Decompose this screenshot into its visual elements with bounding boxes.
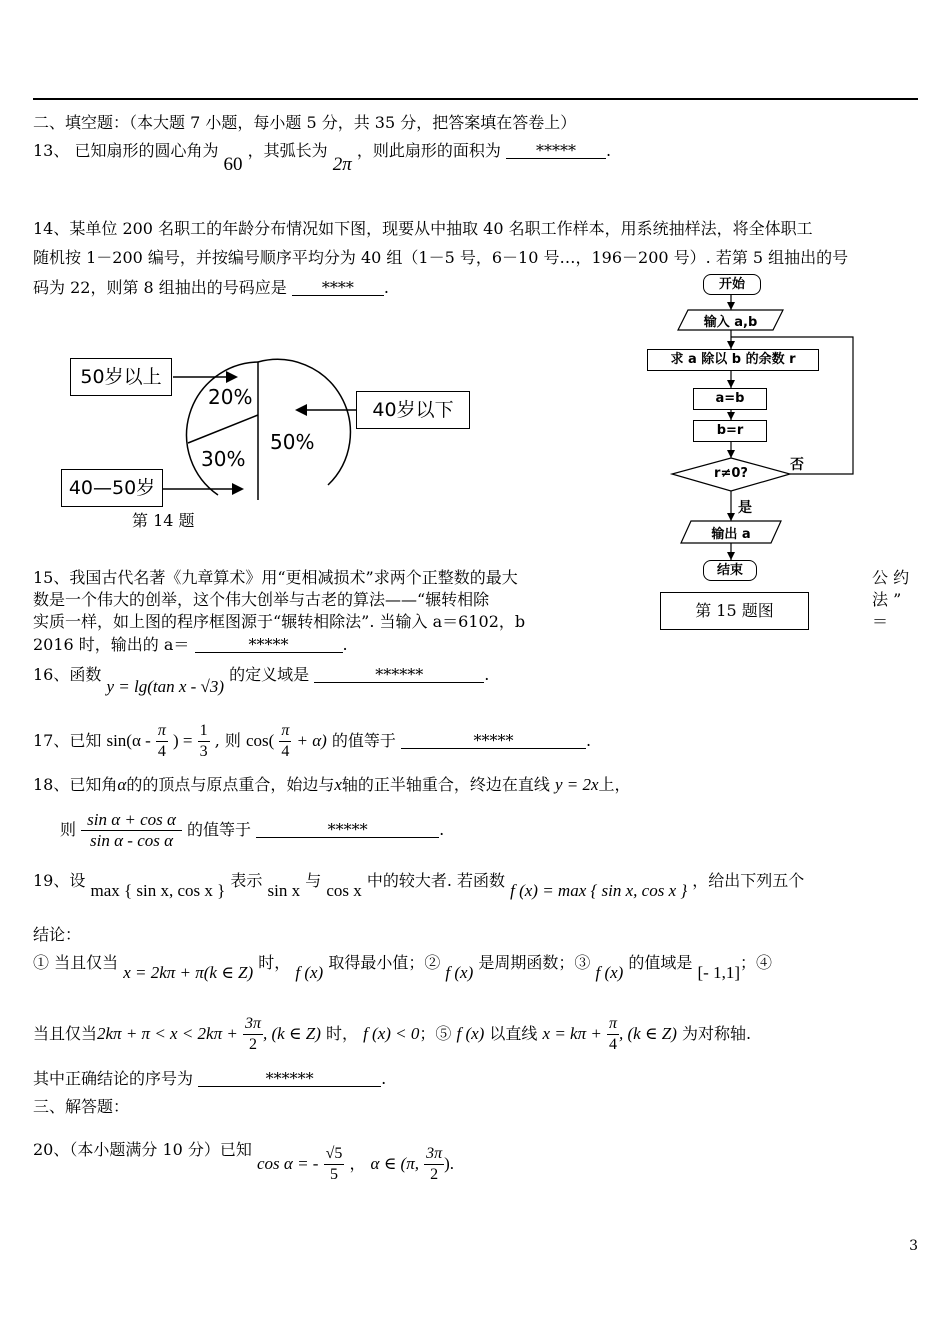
q13-angle: 60 xyxy=(223,154,243,175)
q19-c1a: ① 当且仅当 xyxy=(33,953,119,972)
q18-line-2: 则 $\frac{\text{sin α + cos α}}{\text{sin α - cos α}}$ 的值等于 ***** . xyxy=(60,810,445,850)
q17-sin: sin(α - xyxy=(106,731,151,750)
q17-frac-1-3: $\frac{1}{3}$ xyxy=(199,722,208,760)
q18-x: x xyxy=(334,775,342,794)
q17-eq: ) = xyxy=(173,731,193,750)
q19-neg: f (x) < 0 xyxy=(363,1024,420,1043)
q18-suffix: 的值等于 xyxy=(187,820,252,839)
q19-kz-2: , (k ∈ Z) xyxy=(618,1024,677,1043)
q19-c4b: 当且仅当 xyxy=(33,1024,98,1043)
q19-c3: 的值域是 xyxy=(628,953,693,972)
flow-condition: r≠0? xyxy=(714,466,748,481)
q19-t4: ，给出下列五个 xyxy=(692,871,805,890)
q20-comma: ， xyxy=(349,1154,366,1173)
q18-ze: 则 xyxy=(60,820,77,839)
q13-answer-blank: ***** xyxy=(506,143,606,159)
flow-yes-label: 是 xyxy=(738,500,752,516)
flow-no-label: 否 xyxy=(790,457,804,473)
q15-line-3: 实质一样，如上图的程序框图源于“辗转相除法”. 当输入 a＝6102，b xyxy=(33,612,526,631)
q19-last: 其中正确结论的序号为 xyxy=(33,1069,194,1088)
q19-c5x: x = kπ + xyxy=(542,1024,602,1043)
q16-suffix: 的定义域是 xyxy=(229,665,310,684)
page-number: 3 xyxy=(909,1238,918,1254)
q20-frac-3pi-2: $\frac{3\pi}{2}$ xyxy=(426,1145,443,1183)
q14-answer-blank: **** xyxy=(292,280,384,296)
q17-plus: + α) xyxy=(296,731,327,750)
q19-t2: 与 xyxy=(305,871,322,890)
q17-frac-pi-4b: $\frac{\pi}{4}$ xyxy=(281,722,290,760)
question-16: 16、函数 y = lg(tan x - √3) 的定义域是 ****** . xyxy=(33,665,490,696)
q17-mid: , 则 xyxy=(214,731,241,750)
q16-answer-blank: ****** xyxy=(314,667,484,683)
q19-prefix: 19、设 xyxy=(33,871,86,890)
q18-text-b: 的的顶点与原点重合，始边与 xyxy=(126,775,335,794)
q19-c1c: 取得最小值；② xyxy=(328,953,441,972)
q15-answer-blank: ***** xyxy=(195,637,343,653)
q19-c4a: ；④ xyxy=(740,953,773,972)
question-20 xyxy=(33,1136,454,1192)
q19-range: [- 1,1] xyxy=(697,963,740,982)
q19-sinx: sin x xyxy=(267,881,301,900)
q19-answer-blank: ****** xyxy=(198,1071,381,1087)
q19-t1: 表示 xyxy=(230,871,263,890)
q15-line-1-right: 公 约 xyxy=(872,568,910,587)
q14-caption: 第 14 题 xyxy=(132,511,195,530)
pct-20: 20% xyxy=(208,385,253,409)
q17-suffix: 的值等于 xyxy=(331,731,396,750)
q19-frac-pi-4: $\frac{\pi}{4}$ xyxy=(608,1015,617,1053)
q19-line-3 xyxy=(33,950,773,982)
q18-answer-blank: ***** xyxy=(256,822,439,838)
label-under-40: 40岁以下 xyxy=(356,391,470,429)
q19-t3: 中的较大者. 若函数 xyxy=(366,871,506,890)
q19-fx-3: f (x) xyxy=(595,963,624,982)
q19-c4ineq: 2kπ + π < x < 2kπ + xyxy=(97,1024,238,1043)
q19-line-5: 其中正确结论的序号为 ****** . xyxy=(33,1069,387,1088)
q20-prefix: 20、（本小题满分 10 分）已知 xyxy=(33,1140,252,1159)
q17-frac-pi-4: $\frac{\pi}{4}$ xyxy=(157,722,166,760)
q19-c5b: 以直线 xyxy=(489,1024,538,1043)
flow-assign-a: a=b xyxy=(693,388,767,410)
q18-alpha: α xyxy=(117,775,127,794)
q19-c5c: 为对称轴. xyxy=(681,1024,752,1043)
pct-30: 30% xyxy=(201,447,246,471)
q17-prefix: 17、已知 xyxy=(33,731,102,750)
pct-50: 50% xyxy=(270,430,315,454)
q19-c4c: 时， xyxy=(325,1024,358,1043)
q19-line-4 xyxy=(33,1008,751,1060)
flow-start: 开始 xyxy=(703,274,761,295)
q13-prefix: 13、 已知扇形的圆心角为 xyxy=(33,141,219,160)
q16-function: y = lg(tan x - √3) xyxy=(106,677,225,696)
flow-remainder: 求 a 除以 b 的余数 r xyxy=(647,349,819,371)
q20-frac-sqrt5-5: $\frac{√5}{5}$ xyxy=(325,1145,343,1183)
q15-line-4-text: 2016 时，输出的 a＝ xyxy=(33,635,190,654)
q19-c1x: x = 2kπ + π(k ∈ Z) xyxy=(123,963,254,982)
q19-line-1 xyxy=(33,868,805,900)
q15-line-1: 15、我国古代名著《九章算术》用“更相减损术”求两个正整数的最大 xyxy=(33,568,518,587)
section-2-heading: 二、填空题：（本大题 7 小题，每小题 5 分，共 35 分，把答案填在答卷上） xyxy=(33,113,577,132)
question-13: 13、 已知扇形的圆心角为 60 ，其弧长为 2π ，则此扇形的面积为 ***** . xyxy=(33,141,612,175)
q13-suffix: ，则此扇形的面积为 xyxy=(356,141,501,160)
q18-line-eq: y = 2x xyxy=(554,775,599,794)
q19-fx-1: f (x) xyxy=(295,963,324,982)
section-3-heading: 三、解答题： xyxy=(33,1097,130,1116)
flow-input: 输入 a,b xyxy=(703,315,758,330)
q18-text-c: 轴的正半轴重合，终边在直线 xyxy=(341,775,550,794)
q19-c1b: 时， xyxy=(258,953,291,972)
flow-output: 输出 a xyxy=(711,527,751,542)
q13-mid: ，其弧长为 xyxy=(247,141,328,160)
question-17: 17、已知 sin(α - $\frac{\pi}{4}$ ) = $\frac{1}{3}$ , 则 cos( $\frac{\pi}{4}$ + α) 的值等于 ***** . xyxy=(33,722,592,760)
flowchart-caption: 第 15 题图 xyxy=(660,592,809,630)
q15-line-3-right: ＝ xyxy=(872,612,889,631)
q18-line-1 xyxy=(33,772,631,795)
q14-line-3: 码为 22，则第 8 组抽出的号码应是 **** . xyxy=(33,278,389,297)
q18-text-a: 18、已知角 xyxy=(33,775,118,794)
q19-line-2: 结论： xyxy=(33,925,82,944)
q19-fx-2: f (x) xyxy=(445,963,474,982)
q20-cos: cos α = - xyxy=(257,1154,319,1173)
q19-cosx: cos x xyxy=(326,881,362,900)
q19-c2: 是周期函数；③ xyxy=(478,953,591,972)
q17-answer-blank: ***** xyxy=(401,733,586,749)
q19-c5a: ；⑤ xyxy=(419,1024,452,1043)
q19-kz: , (k ∈ Z) xyxy=(262,1024,321,1043)
label-40-50: 40—50岁 xyxy=(61,469,163,507)
q19-max: max { sin x, cos x } xyxy=(90,881,226,900)
q19-frac-3pi-2: $\frac{3\pi}{2}$ xyxy=(244,1015,261,1053)
q16-prefix: 16、函数 xyxy=(33,665,102,684)
q18-fraction: $\frac{\text{sin α + cos α}}{\text{sin α - cos α}}$ xyxy=(81,810,182,851)
q15-line-2: 数是一个伟大的创举，这个伟大创举与古老的算法——“辗转相除 xyxy=(33,590,490,609)
q17-cos: cos( xyxy=(245,731,275,750)
flow-end: 结束 xyxy=(703,560,757,581)
q14-line-1: 14、某单位 200 名职工的年龄分布情况如下图，现要从中抽取 40 名职工作样本，用系统抽样法，将全体职工 xyxy=(33,219,813,238)
q19-fdef: f (x) = max { sin x, cos x } xyxy=(510,881,688,900)
q20-alpha: α ∈ (π, xyxy=(370,1154,419,1173)
q19-fx-5: f (x) xyxy=(456,1024,485,1043)
q18-text-d: 上， xyxy=(598,775,631,794)
q20-close: ). xyxy=(444,1154,455,1173)
q14-line-3-text: 码为 22，则第 8 组抽出的号码应是 xyxy=(33,278,287,297)
q14-line-2: 随机按 1－200 编号，并按编号顺序平均分为 40 组（1－5 号，6－10 号…，196－200 号）. 若第 5 组抽出的号 xyxy=(33,248,849,267)
label-over-50: 50岁以上 xyxy=(70,358,172,396)
q15-line-2-right: 法 ” xyxy=(872,590,902,609)
flow-assign-b: b=r xyxy=(693,420,767,442)
q15-line-4: 2016 时，输出的 a＝ ***** . xyxy=(33,635,348,654)
q13-arc: 2π xyxy=(332,154,352,175)
